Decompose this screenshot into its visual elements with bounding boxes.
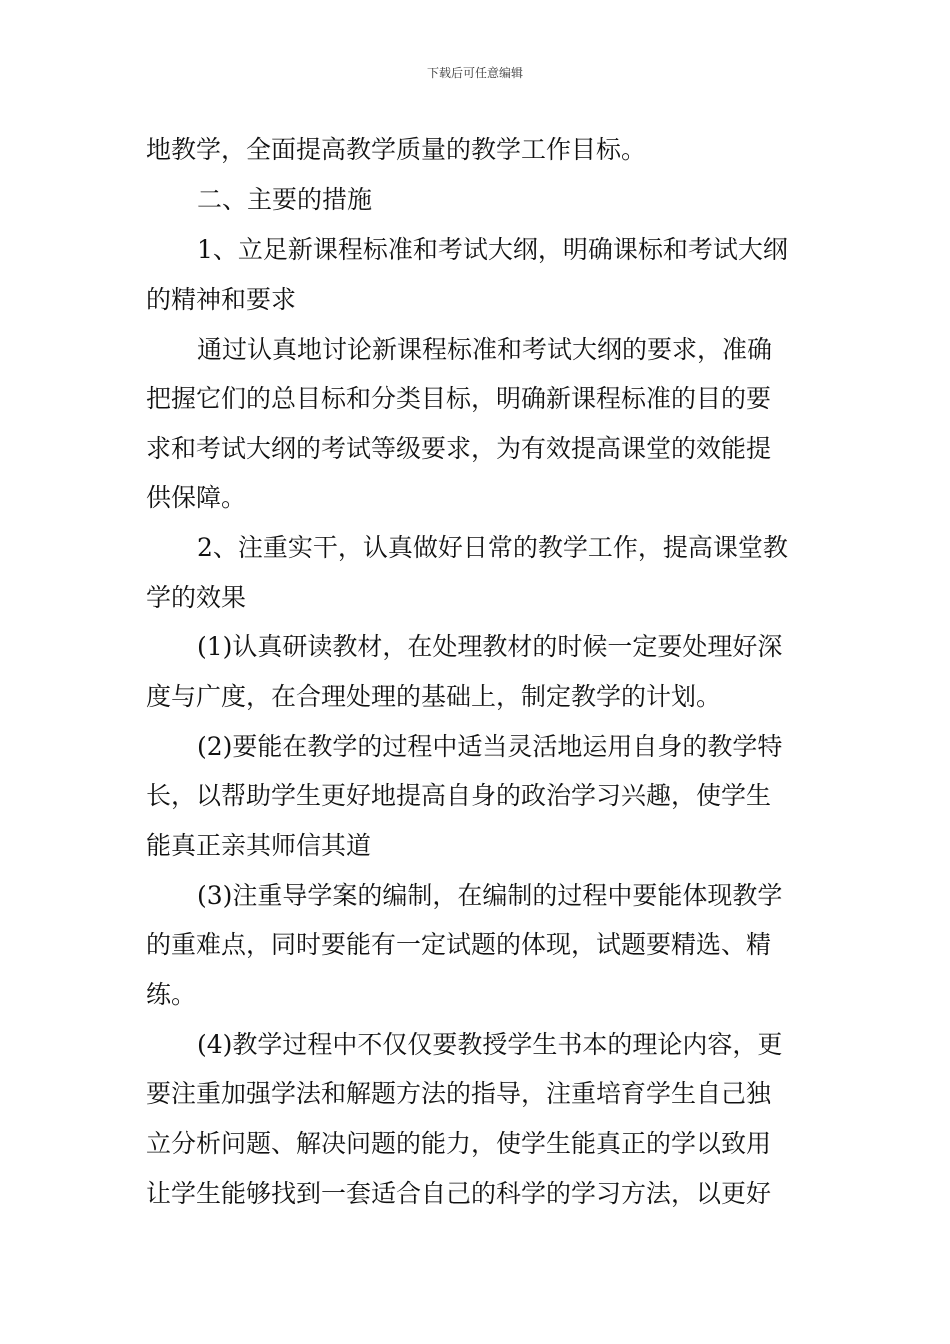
section-heading: 二、主要的措施 — [197, 185, 373, 214]
list-item-line: (3)注重导学案的编制，在编制的过程中要能体现教学 — [197, 881, 783, 910]
subsection-heading-continued: 的精神和要求 — [146, 285, 297, 314]
list-item-line: (2)要能在教学的过程中适当灵活地运用自身的教学特 — [197, 732, 783, 761]
list-item-line: (4)教学过程中不仅仅要教授学生书本的理论内容，更 — [197, 1030, 783, 1059]
list-item-line: 立分析问题、解决问题的能力，使学生能真正的学以致用 — [146, 1129, 772, 1158]
list-item-line: 的重难点，同时要能有一定试题的体现，试题要精选、精 — [146, 930, 772, 959]
list-item-line: 让学生能够找到一套适合自己的科学的学习方法，以更好 — [146, 1179, 772, 1208]
subsection-heading: 2、注重实干，认真做好日常的教学工作，提高课堂教 — [197, 533, 788, 562]
list-item-line: 能真正亲其师信其道 — [146, 831, 372, 860]
list-item-line: (1)认真研读教材，在处理教材的时候一定要处理好深 — [197, 632, 783, 661]
list-item-line: 练。 — [146, 980, 197, 1009]
subsection-heading-continued: 学的效果 — [146, 583, 247, 612]
list-item-line: 长，以帮助学生更好地提高自身的政治学习兴趣，使学生 — [146, 781, 772, 810]
paragraph-line: 通过认真地讨论新课程标准和考试大纲的要求，准确 — [197, 335, 773, 364]
page-header: 下载后可任意编辑 — [426, 66, 523, 80]
list-item-line: 度与广度，在合理处理的基础上，制定教学的计划。 — [146, 682, 722, 711]
subsection-heading: 1、立足新课程标准和考试大纲，明确课标和考试大纲 — [197, 235, 788, 264]
paragraph-line: 供保障。 — [146, 483, 247, 512]
paragraph-line: 地教学，全面提高教学质量的教学工作目标。 — [146, 135, 647, 164]
paragraph-line: 求和考试大纲的考试等级要求，为有效提高课堂的效能提 — [146, 434, 772, 463]
paragraph-line: 把握它们的总目标和分类目标，明确新课程标准的目的要 — [146, 384, 772, 413]
list-item-line: 要注重加强学法和解题方法的指导，注重培育学生自己独 — [146, 1079, 772, 1108]
